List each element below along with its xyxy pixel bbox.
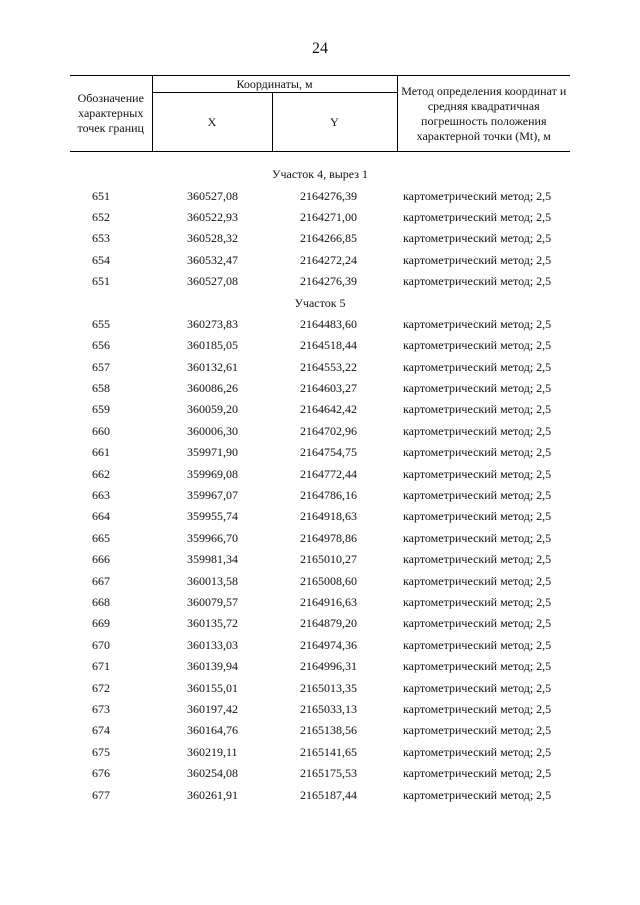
point-id-cell: 666 [92, 552, 110, 567]
header-coordinates: Координаты, м [152, 76, 397, 93]
coord-x-cell: 360273,83 [187, 316, 238, 331]
method-cell: картометрический метод; 2,5 [403, 188, 552, 203]
coord-x-cell: 360013,58 [187, 573, 238, 588]
coord-x-cell: 360132,61 [187, 359, 238, 374]
method-cell: картометрический метод; 2,5 [403, 552, 552, 567]
coord-x-cell: 359969,08 [187, 466, 238, 481]
point-id-cell: 651 [92, 274, 110, 289]
coord-y-cell: 2164974,36 [300, 637, 357, 652]
table-header [70, 76, 570, 152]
table-row [70, 378, 570, 399]
table-row [70, 421, 570, 442]
table-row [70, 613, 570, 634]
method-cell: картометрический метод; 2,5 [403, 509, 552, 524]
point-id-cell: 670 [92, 637, 110, 652]
method-cell: картометрический метод; 2,5 [403, 423, 552, 438]
coord-x-cell: 360522,93 [187, 209, 238, 224]
coord-x-cell: 359981,34 [187, 552, 238, 567]
section-title-row [70, 164, 570, 185]
point-id-cell: 665 [92, 530, 110, 545]
coord-x-cell: 360527,08 [187, 188, 238, 203]
point-id-cell: 676 [92, 766, 110, 781]
coord-y-cell: 2164996,31 [300, 659, 357, 674]
point-id-cell: 651 [92, 188, 110, 203]
point-id-cell: 671 [92, 659, 110, 674]
table-row [70, 399, 570, 420]
coord-x-cell: 360135,72 [187, 616, 238, 631]
method-cell: картометрический метод; 2,5 [403, 359, 552, 374]
table-row [70, 784, 570, 805]
table-row [70, 742, 570, 763]
coord-y-cell: 2165187,44 [300, 787, 357, 802]
coord-x-cell: 360139,94 [187, 659, 238, 674]
point-id-cell: 675 [92, 744, 110, 759]
method-cell: картометрический метод; 2,5 [403, 209, 552, 224]
coord-y-cell: 2164553,22 [300, 359, 357, 374]
section-title-row [70, 292, 570, 313]
method-cell: картометрический метод; 2,5 [403, 787, 552, 802]
table-row [70, 699, 570, 720]
table-row [70, 335, 570, 356]
coord-y-cell: 2164276,39 [300, 188, 357, 203]
table-row [70, 463, 570, 484]
coord-x-cell: 360197,42 [187, 701, 238, 716]
coord-x-cell: 359955,74 [187, 509, 238, 524]
table-row [70, 763, 570, 784]
coord-x-cell: 360006,30 [187, 423, 238, 438]
point-id-cell: 661 [92, 445, 110, 460]
coord-y-cell: 2164918,63 [300, 509, 357, 524]
method-cell: картометрический метод; 2,5 [403, 744, 552, 759]
coord-y-cell: 2164978,86 [300, 530, 357, 545]
table-row [70, 528, 570, 549]
method-cell: картометрический метод; 2,5 [403, 316, 552, 331]
table-row [70, 207, 570, 228]
method-cell: картометрический метод; 2,5 [403, 637, 552, 652]
point-id-cell: 677 [92, 787, 110, 802]
coord-y-cell: 2164266,85 [300, 231, 357, 246]
coord-x-cell: 360086,26 [187, 381, 238, 396]
table-row [70, 485, 570, 506]
method-cell: картометрический метод; 2,5 [403, 231, 552, 246]
table-row [70, 228, 570, 249]
table-row [70, 570, 570, 591]
coord-x-cell: 359967,07 [187, 488, 238, 503]
coord-y-cell: 2164483,60 [300, 316, 357, 331]
table-row [70, 506, 570, 527]
table-row [70, 592, 570, 613]
coord-x-cell: 360059,20 [187, 402, 238, 417]
table-row [70, 185, 570, 206]
table-row [70, 549, 570, 570]
coord-x-cell: 360527,08 [187, 274, 238, 289]
point-id-cell: 660 [92, 423, 110, 438]
point-id-cell: 667 [92, 573, 110, 588]
coord-x-cell: 359971,90 [187, 445, 238, 460]
method-cell: картометрический метод; 2,5 [403, 573, 552, 588]
coord-x-cell: 360528,32 [187, 231, 238, 246]
point-id-cell: 669 [92, 616, 110, 631]
coord-x-cell: 360261,91 [187, 787, 238, 802]
coord-y-cell: 2165033,13 [300, 701, 357, 716]
section-title: Участок 5 [294, 295, 346, 310]
method-cell: картометрический метод; 2,5 [403, 701, 552, 716]
header-y: Y [272, 93, 397, 152]
coord-y-cell: 2164272,24 [300, 252, 357, 267]
point-id-cell: 652 [92, 209, 110, 224]
method-cell: картометрический метод; 2,5 [403, 402, 552, 417]
coord-y-cell: 2165138,56 [300, 723, 357, 738]
point-id-cell: 658 [92, 381, 110, 396]
coord-y-cell: 2164879,20 [300, 616, 357, 631]
point-id-cell: 655 [92, 316, 110, 331]
point-id-cell: 674 [92, 723, 110, 738]
table-row [70, 720, 570, 741]
point-id-cell: 657 [92, 359, 110, 374]
coord-y-cell: 2165013,35 [300, 680, 357, 695]
header-method: Метод определения координат и средняя квадратичная погрешность положения характерной точки (Mt), м [397, 76, 570, 152]
coord-y-cell: 2164772,44 [300, 466, 357, 481]
coord-x-cell: 360219,11 [187, 744, 238, 759]
coord-y-cell: 2164642,42 [300, 402, 357, 417]
method-cell: картометрический метод; 2,5 [403, 381, 552, 396]
coord-y-cell: 2165010,27 [300, 552, 357, 567]
table-row [70, 357, 570, 378]
coord-x-cell: 360164,76 [187, 723, 238, 738]
method-cell: картометрический метод; 2,5 [403, 680, 552, 695]
coord-y-cell: 2165175,53 [300, 766, 357, 781]
table-row [70, 271, 570, 292]
point-id-cell: 659 [92, 402, 110, 417]
table-row [70, 635, 570, 656]
coord-y-cell: 2164603,27 [300, 381, 357, 396]
spacer-row [70, 152, 570, 165]
header-x: X [152, 93, 272, 152]
coord-y-cell: 2164518,44 [300, 338, 357, 353]
coord-y-cell: 2164702,96 [300, 423, 357, 438]
coord-y-cell: 2164786,16 [300, 488, 357, 503]
point-id-cell: 664 [92, 509, 110, 524]
coord-x-cell: 360185,05 [187, 338, 238, 353]
table-row [70, 677, 570, 698]
method-cell: картометрический метод; 2,5 [403, 466, 552, 481]
coord-y-cell: 2165141,65 [300, 744, 357, 759]
coord-y-cell: 2164754,75 [300, 445, 357, 460]
coord-y-cell: 2164916,63 [300, 595, 357, 609]
method-cell: картометрический метод; 2,5 [403, 274, 552, 289]
method-cell: картометрический метод; 2,5 [403, 723, 552, 738]
coord-y-cell: 2164271,00 [300, 209, 357, 224]
method-cell: картометрический метод; 2,5 [403, 252, 552, 267]
point-id-cell: 663 [92, 488, 110, 503]
point-id-cell: 656 [92, 338, 110, 353]
table-body [70, 152, 570, 806]
point-id-cell: 673 [92, 701, 110, 716]
method-cell: картометрический метод; 2,5 [403, 530, 552, 545]
method-cell: картометрический метод; 2,5 [403, 338, 552, 353]
table-row [70, 314, 570, 335]
coordinates-table [70, 75, 570, 806]
coord-x-cell: 360133,03 [187, 637, 238, 652]
coord-x-cell: 359966,70 [187, 530, 238, 545]
point-id-cell: 668 [92, 595, 110, 609]
method-cell: картометрический метод; 2,5 [403, 445, 552, 460]
point-id-cell: 653 [92, 231, 110, 246]
coord-x-cell: 360532,47 [187, 252, 238, 267]
method-cell: картометрический метод; 2,5 [403, 659, 552, 674]
point-id-cell: 672 [92, 680, 110, 695]
method-cell: картометрический метод; 2,5 [403, 488, 552, 503]
coord-x-cell: 360254,08 [187, 766, 238, 781]
method-cell: картометрический метод; 2,5 [403, 766, 552, 781]
table-row [70, 250, 570, 271]
table-row [70, 656, 570, 677]
page-number: 24 [312, 40, 328, 57]
coord-y-cell: 2165008,60 [300, 573, 357, 588]
method-cell: картометрический метод; 2,5 [403, 595, 552, 609]
header-designation: Обозначение характерных точек границ [70, 76, 152, 152]
section-title: Участок 4, вырез 1 [271, 167, 369, 182]
coord-x-cell: 360155,01 [187, 680, 238, 695]
point-id-cell: 662 [92, 466, 110, 481]
coord-x-cell: 360079,57 [187, 595, 238, 609]
coord-y-cell: 2164276,39 [300, 274, 357, 289]
method-cell: картометрический метод; 2,5 [403, 616, 552, 631]
table-row [70, 442, 570, 463]
point-id-cell: 654 [92, 252, 110, 267]
